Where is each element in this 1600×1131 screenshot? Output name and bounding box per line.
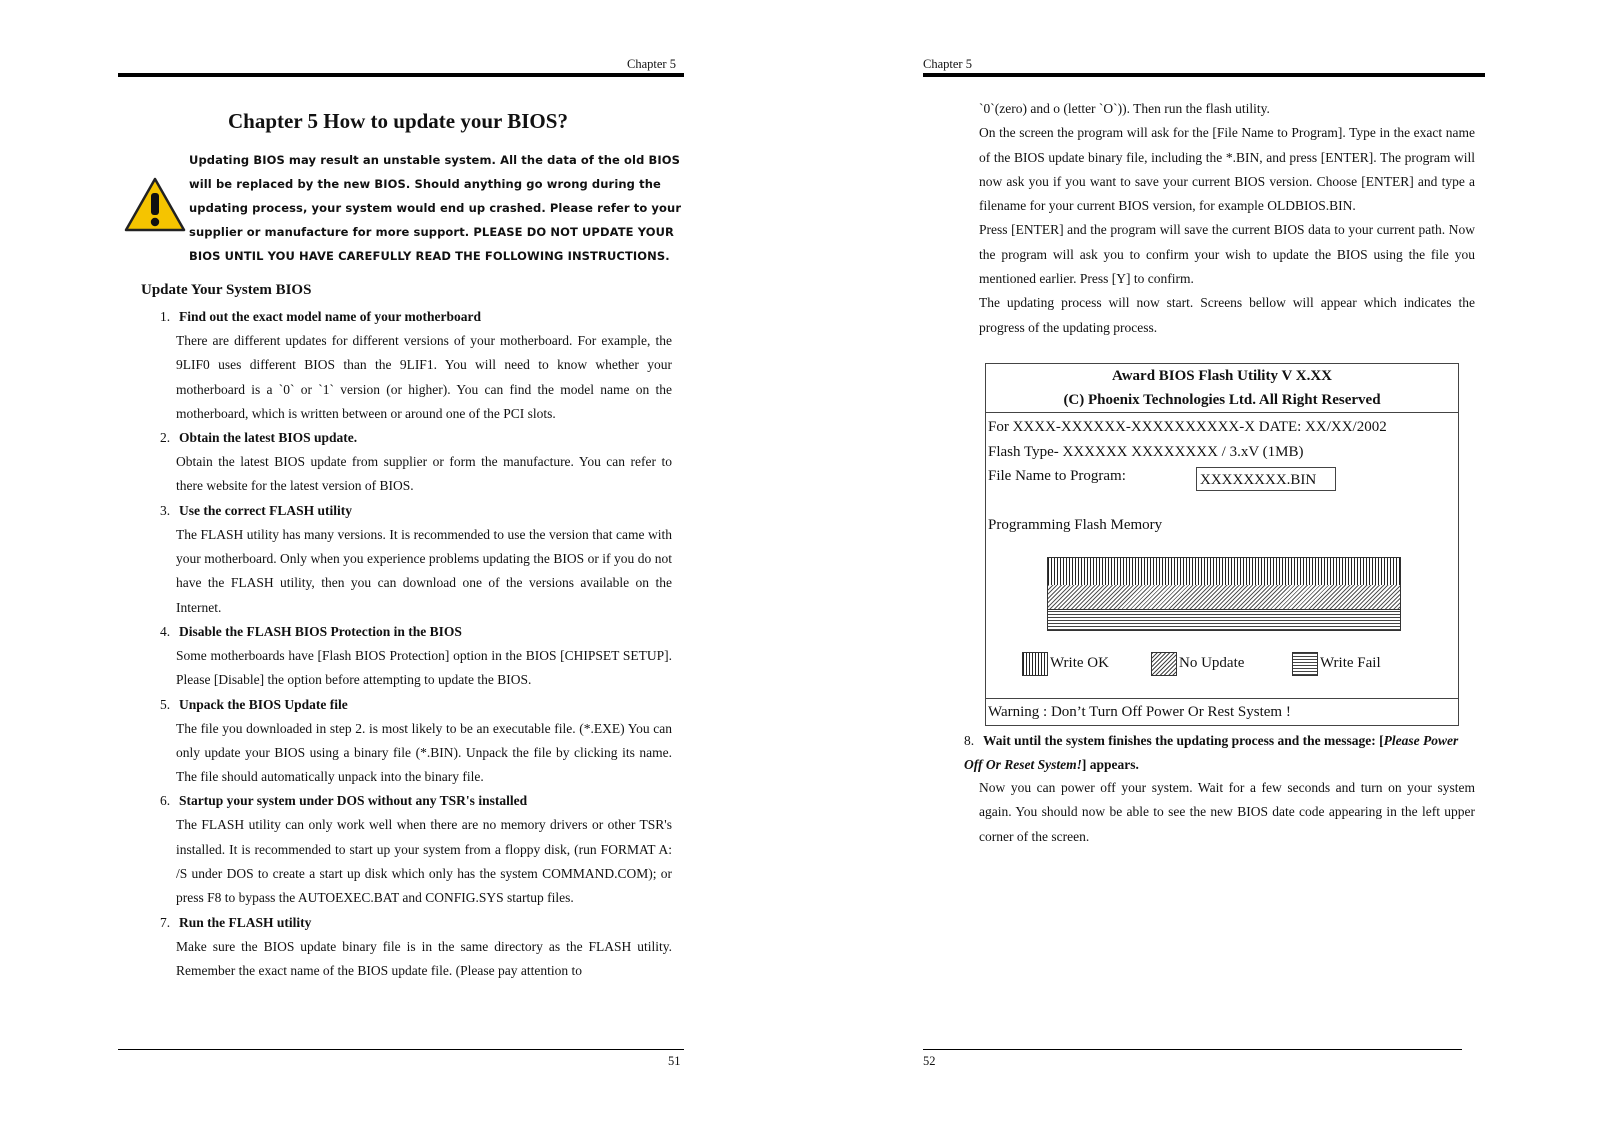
step-body: The file you downloaded in step 2. is most likely to be an executable file. (*.EXE) You can only update your BIOS using a binary file (*.BIN). Unpack the file by clicking its name. The file should automatically unpack into the binary file.: [176, 720, 672, 785]
page-number: 52: [923, 1054, 936, 1068]
progress-bar-write-ok: [1047, 557, 1401, 586]
step-number: 4.: [160, 623, 171, 639]
step-message: Please Power Off Or Reset System!: [964, 733, 1459, 773]
step-body: There are different updates for different versions of your motherboard. For example, the 9LIF0 uses different BIOS than the 9LIF1. You will need to know whether your motherboard is a `0` or `1` version (or higher). You can find the model name on the motherboard, which is written between or around one of the PCI slots.: [176, 333, 672, 421]
bios-flash-screen: [985, 363, 1459, 726]
header-rule: [118, 73, 684, 77]
step-number: 8.: [964, 733, 975, 748]
step-body: The FLASH utility has many versions. It is recommended to use the version that came with your motherboard. Only when you experience problems updating the BIOS or if you do not have the FLASH utility, then you can download one of the versions available on the Internet.: [176, 526, 672, 615]
bios-for-line: For XXXX-XXXXXX-XXXXXXXXXX-X DATE: XX/XX/2002: [988, 419, 1387, 435]
bios-divider: [986, 698, 1458, 699]
legend-write-fail: [1292, 650, 1381, 676]
legend-no-update: [1151, 650, 1244, 676]
step-title: Unpack the BIOS Update file: [179, 696, 348, 712]
progress-bar-no-update: [1047, 585, 1401, 609]
step-body: Obtain the latest BIOS update from supplier or form the manufacture. You can refer to there website for the latest version of BIOS.: [176, 454, 672, 494]
page-header: Chapter 5: [627, 57, 676, 71]
step-number: 2.: [160, 430, 171, 446]
step-heading: [160, 305, 672, 329]
paragraph: On the screen the program will ask for the [File Name to Program]. Type in the exact name of the BIOS update binary file, including the *.BIN, and press [ENTER]. The program will now ask you if you want to save your current BIOS version. Choose [ENTER] and type a filename for your current BIOS version, for example OLDBIOS.BIN.: [979, 125, 1475, 214]
step-text: Wait until the system finishes the updating process and the message: [: [983, 733, 1384, 748]
step-number: 5.: [160, 696, 171, 712]
bios-file-name-field: XXXXXXXX.BIN: [1196, 467, 1336, 491]
step-title: Run the FLASH utility: [179, 914, 312, 930]
bios-programming-label: Programming Flash Memory: [988, 517, 1163, 533]
step-heading: [160, 693, 672, 717]
step-number: 6.: [160, 793, 171, 809]
bios-title-line1: Award BIOS Flash Utility V X.XX: [1111, 368, 1333, 384]
step-body: Make sure the BIOS update binary file is in the same directory as the FLASH utility. Remember the exact name of the BIOS update file. (Please pay attention to: [176, 938, 672, 978]
no-update-swatch: [1151, 652, 1177, 676]
step-title: Obtain the latest BIOS update.: [179, 430, 358, 446]
bios-flash-type-line: Flash Type- XXXXXX XXXXXXXX / 3.xV (1MB): [988, 444, 1304, 460]
page-number: 51: [668, 1054, 681, 1068]
section-title: Update Your System BIOS: [141, 282, 312, 298]
legend-label: No Update: [1179, 655, 1245, 671]
step-heading: [160, 499, 672, 523]
warning-triangle-icon: [124, 177, 186, 233]
step-body: Some motherboards have [Flash BIOS Protection] option in the BIOS [CHIPSET SETUP]. Please [Disable] the option before attempting to update the BIOS.: [176, 647, 672, 688]
write-fail-swatch: [1292, 652, 1318, 676]
page-title: Chapter 5 How to update your BIOS?: [228, 109, 568, 133]
step-heading: [160, 620, 672, 644]
step-title: Use the correct FLASH utility: [179, 502, 352, 518]
bios-warning-line: Warning : Don’t Turn Off Power Or Rest System !: [988, 704, 1291, 720]
legend-label: Write Fail: [1320, 655, 1381, 671]
bios-file-name-label: File Name to Program:: [988, 468, 1126, 484]
warning-text: Updating BIOS may result an unstable system. All the data of the old BIOS will be replaced by the new BIOS. Should anything go wrong during the updating process, your system would end up crashed. Please refer to your supplier or manufacture for more support. PLEASE DO NOT UPDATE YOUR BIOS UNTIL YOU HAVE CAREFULLY READ THE FOLLOWING INSTRUCTIONS.: [189, 153, 682, 263]
final-paragraph: Now you can power off your system. Wait for a few seconds and turn on your system again. You should now be able to see the new BIOS date code appearing in the left upper corner of the screen.: [979, 780, 1475, 844]
paragraph: `0`(zero) and o (letter `O`)). Then run the flash utility.: [979, 101, 1270, 116]
legend-write-ok: [1022, 650, 1109, 676]
step-number: 7.: [160, 914, 171, 930]
bios-divider: [986, 412, 1458, 413]
step-heading: [160, 789, 672, 813]
footer-rule: [118, 1049, 684, 1050]
step-number: 1.: [160, 309, 171, 324]
progress-bar-write-fail: [1047, 609, 1401, 631]
step-number: 3.: [160, 502, 171, 518]
legend-label: Write OK: [1050, 655, 1109, 671]
step-text-end: ] appears.: [1081, 757, 1139, 773]
footer-rule: [923, 1049, 1462, 1050]
step-body: The FLASH utility can only work well when there are no memory drivers or other TSR's installed. It is recommended to start up your system from a floppy disk, (run FORMAT A: /S under DOS to create a start up disk which only has the system COMMAND.COM); or press F8 to bypass the AUTOEXEC.BAT and CONFIG.SYS startup files.: [176, 817, 672, 906]
step-title: Find out the exact model name of your motherboard: [179, 309, 481, 324]
paragraph: The updating process will now start. Screens bellow will appear which indicates the progress of the updating process.: [979, 295, 1475, 335]
step-heading: [160, 426, 672, 450]
step-8: [964, 729, 1478, 778]
step-heading: [160, 911, 672, 935]
step-title: Startup your system under DOS without any TSR's installed: [179, 793, 528, 809]
write-ok-swatch: [1022, 652, 1048, 676]
step-title: Disable the FLASH BIOS Protection in the BIOS: [179, 623, 462, 639]
page-header: Chapter 5: [923, 57, 972, 71]
bios-title-line2: (C) Phoenix Technologies Ltd. All Right Reserved: [1063, 392, 1381, 408]
header-rule: [923, 73, 1485, 77]
steps-list: [160, 305, 672, 983]
paragraph: Press [ENTER] and the program will save the current BIOS data to your current path. Now the program will ask you to confirm your wish to update the BIOS using the file you mentioned earlier. Press [Y] to confirm.: [979, 222, 1475, 287]
intro-paragraphs: [979, 97, 1475, 340]
